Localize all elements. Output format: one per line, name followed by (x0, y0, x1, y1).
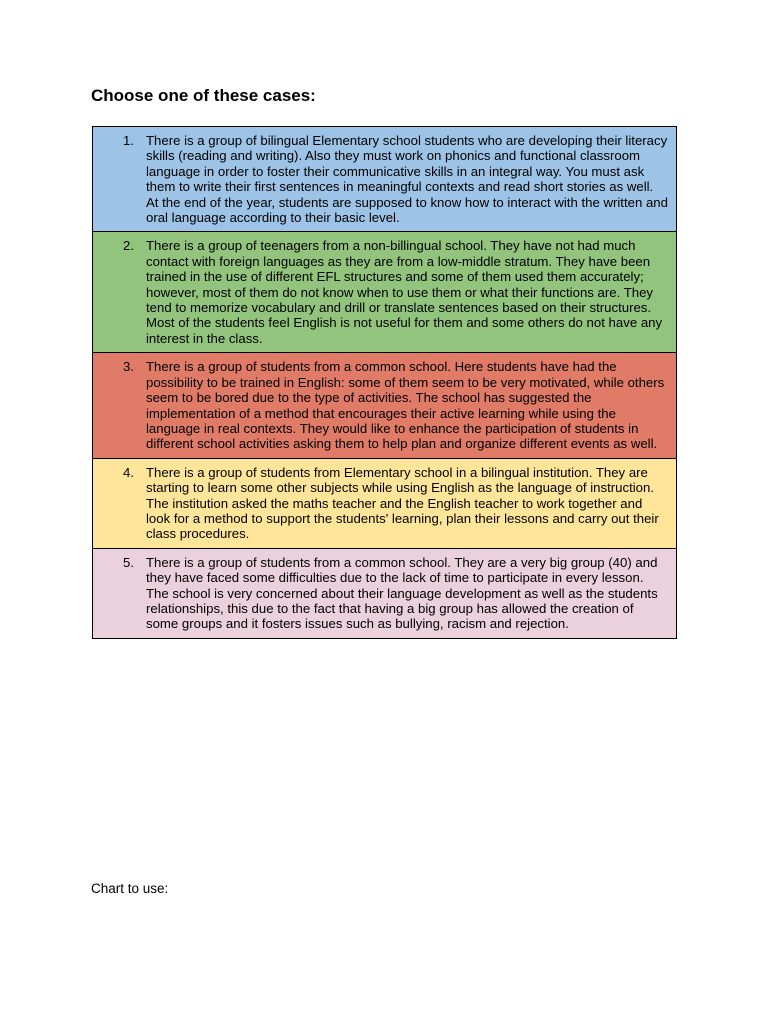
case-cell-1 (93, 127, 677, 232)
case-cell-4 (93, 458, 677, 548)
page-heading: Choose one of these cases: (91, 86, 316, 105)
case-number: 1. (123, 133, 134, 148)
case-number: 5. (123, 554, 134, 570)
chart-to-use-label: Chart to use: (91, 881, 169, 896)
case-cell-3 (93, 353, 677, 458)
case-row-2 (93, 232, 677, 353)
case-description: There is a group of students from Elementary school in a bilingual institution. They are starting to learn some other subjects while using English as the language of instruction. The institution asked the maths teacher and the English teacher to work together and look for a method to support the students' learning, plan their lessons and carry out their class procedures. (146, 464, 659, 542)
case-number: 4. (123, 464, 134, 480)
case-cell-2 (93, 232, 677, 353)
case-row-4 (93, 458, 677, 548)
case-number: 2. (123, 238, 134, 254)
case-row-1 (93, 127, 677, 232)
case-cell-5 (93, 548, 677, 638)
case-description: There is a group of teenagers from a non-billingual school. They have not had much contact with foreign languages as they are from a low-middle stratum. They have been trained in the use of different EFL structures and some of them used them accurately; however, most of them do not know when to use them or what their functions are. They tend to memorize vocabulary and drill or translate sentences based on their structures. Most of the students feel English is not useful for them and some others do not have any interest in the class. (146, 238, 663, 346)
cases-table (92, 126, 677, 639)
case-description: There is a group of bilingual Elementary school students who are developing their literacy skills (reading and writing). Also they must work on phonics and functional classroom language in order to foster their communicative skills in an integral way. You must ask them to write their first sentences in meaningful contexts and read short stories as well. At the end of the year, students are supposed to know how to interact with the written and oral language according to their basic level. (146, 133, 668, 226)
case-number: 3. (123, 359, 134, 375)
case-row-5 (93, 548, 677, 638)
case-description: There is a group of students from a common school. They are a very big group (40) and they have faced some difficulties due to the lack of time to participate in every lesson. The school is very concerned about their language development as well as the students relationships, this due to the fact that having a big group has allowed the creation of some groups and it fosters issues such as bullying, racism and rejection. (146, 554, 658, 632)
case-description: There is a group of students from a common school. Here students have had the possibility to be trained in English: some of them seem to be very motivated, while others seem to be bored due to the type of activities. The school has suggested the implementation of a method that encourages their active learning while using the language in real contexts. They would like to enhance the participation of students in different school activities asking them to help plan and organize different events as well. (146, 359, 665, 452)
case-row-3 (93, 353, 677, 458)
